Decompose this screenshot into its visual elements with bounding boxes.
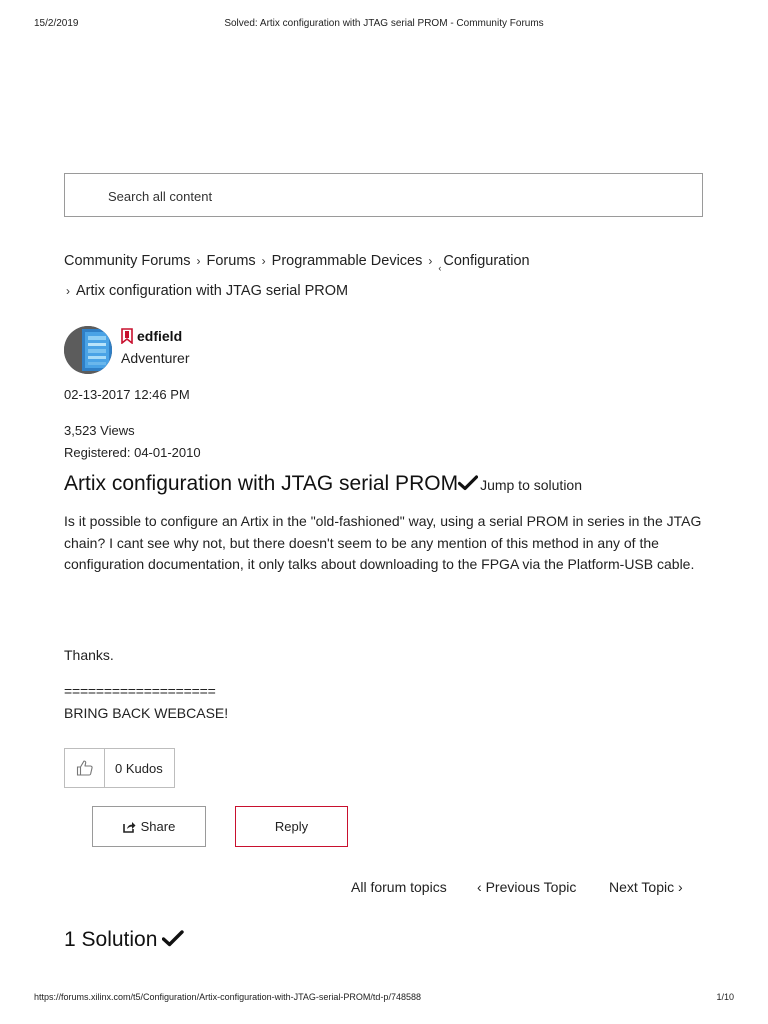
chevron-right-icon: ›	[261, 254, 266, 268]
jump-to-solution-link[interactable]: Jump to solution	[480, 477, 583, 493]
solutions-header	[64, 928, 184, 952]
print-doc-title: Solved: Artix configuration with JTAG serial PROM - Community Forums	[224, 18, 544, 29]
chevron-left-icon: ‹	[477, 879, 482, 895]
registered-date: Registered: 04-01-2010	[64, 445, 201, 460]
share-icon	[123, 821, 136, 833]
thumbs-up-icon	[76, 759, 94, 777]
checkmark-icon	[458, 475, 478, 496]
print-page-number: 1/10	[716, 992, 734, 1002]
author-rank: Adventurer	[121, 350, 190, 366]
print-url: https://forums.xilinx.com/t5/Configuration/Artix-configuration-with-JTAG-serial-PROM/td-p/748588	[34, 992, 421, 1002]
reply-label: Reply	[274, 819, 309, 834]
solutions-heading: 1 Solution	[64, 928, 158, 951]
previous-topic-label: Previous Topic	[485, 879, 577, 895]
all-forum-topics-link[interactable]	[351, 879, 447, 895]
all-forum-topics-label: All forum topics	[351, 879, 447, 895]
breadcrumb-configuration[interactable]: Configuration	[443, 253, 530, 269]
share-button[interactable]	[92, 806, 206, 847]
kudos-widget	[64, 748, 175, 788]
author-name-row	[121, 328, 182, 347]
post-date: 02-13-2017 12:46 PM	[64, 387, 190, 402]
view-count: 3,523 Views	[64, 423, 135, 438]
previous-topic-link[interactable]	[477, 879, 576, 895]
signature-rule: ===================	[64, 683, 216, 699]
share-label: Share	[140, 819, 176, 834]
chevron-right-icon: ›	[428, 254, 433, 268]
checkmark-icon	[162, 930, 184, 952]
post-title-row	[64, 472, 582, 496]
breadcrumb-line-2	[64, 280, 704, 303]
search-box	[64, 173, 703, 217]
bookmark-rank-icon	[121, 328, 133, 347]
breadcrumb-forums[interactable]: Forums	[206, 253, 256, 269]
search-input[interactable]	[108, 184, 668, 208]
avatar[interactable]	[64, 326, 112, 374]
kudos-button[interactable]	[65, 749, 105, 787]
print-date: 15/2/2019	[34, 18, 79, 29]
chevron-left-icon: ‹	[438, 263, 442, 273]
author-username[interactable]: edfield	[137, 328, 183, 344]
breadcrumb-community-forums[interactable]: Community Forums	[64, 253, 191, 269]
post-thanks: Thanks.	[64, 647, 114, 663]
user-avatar-icon	[64, 326, 112, 374]
post-title: Artix configuration with JTAG serial PROM	[64, 472, 459, 495]
chevron-right-icon: ›	[196, 254, 201, 268]
breadcrumb-programmable-devices[interactable]: Programmable Devices	[271, 253, 423, 269]
chevron-right-icon: ›	[66, 284, 70, 298]
post-body-text: Is it possible to configure an Artix in the "old-fashioned" way, using a serial PROM in series in the JTAG chain? I cant see why not, but there doesn't seem to be any mention of this method in any of the configuration documentation, it only talks about downloading to the FPGA via the Platform-USB cable.	[64, 513, 702, 572]
reply-button[interactable]	[235, 806, 348, 847]
breadcrumb	[64, 250, 704, 303]
breadcrumb-current-topic[interactable]: Artix configuration with JTAG serial PROM	[76, 283, 349, 299]
chevron-right-icon: ›	[678, 879, 683, 895]
post-body	[64, 511, 704, 576]
next-topic-label: Next Topic	[609, 879, 675, 895]
kudos-count: 0 Kudos	[115, 760, 163, 776]
next-topic-link[interactable]	[609, 879, 683, 895]
signature-text: BRING BACK WEBCASE!	[64, 705, 229, 721]
